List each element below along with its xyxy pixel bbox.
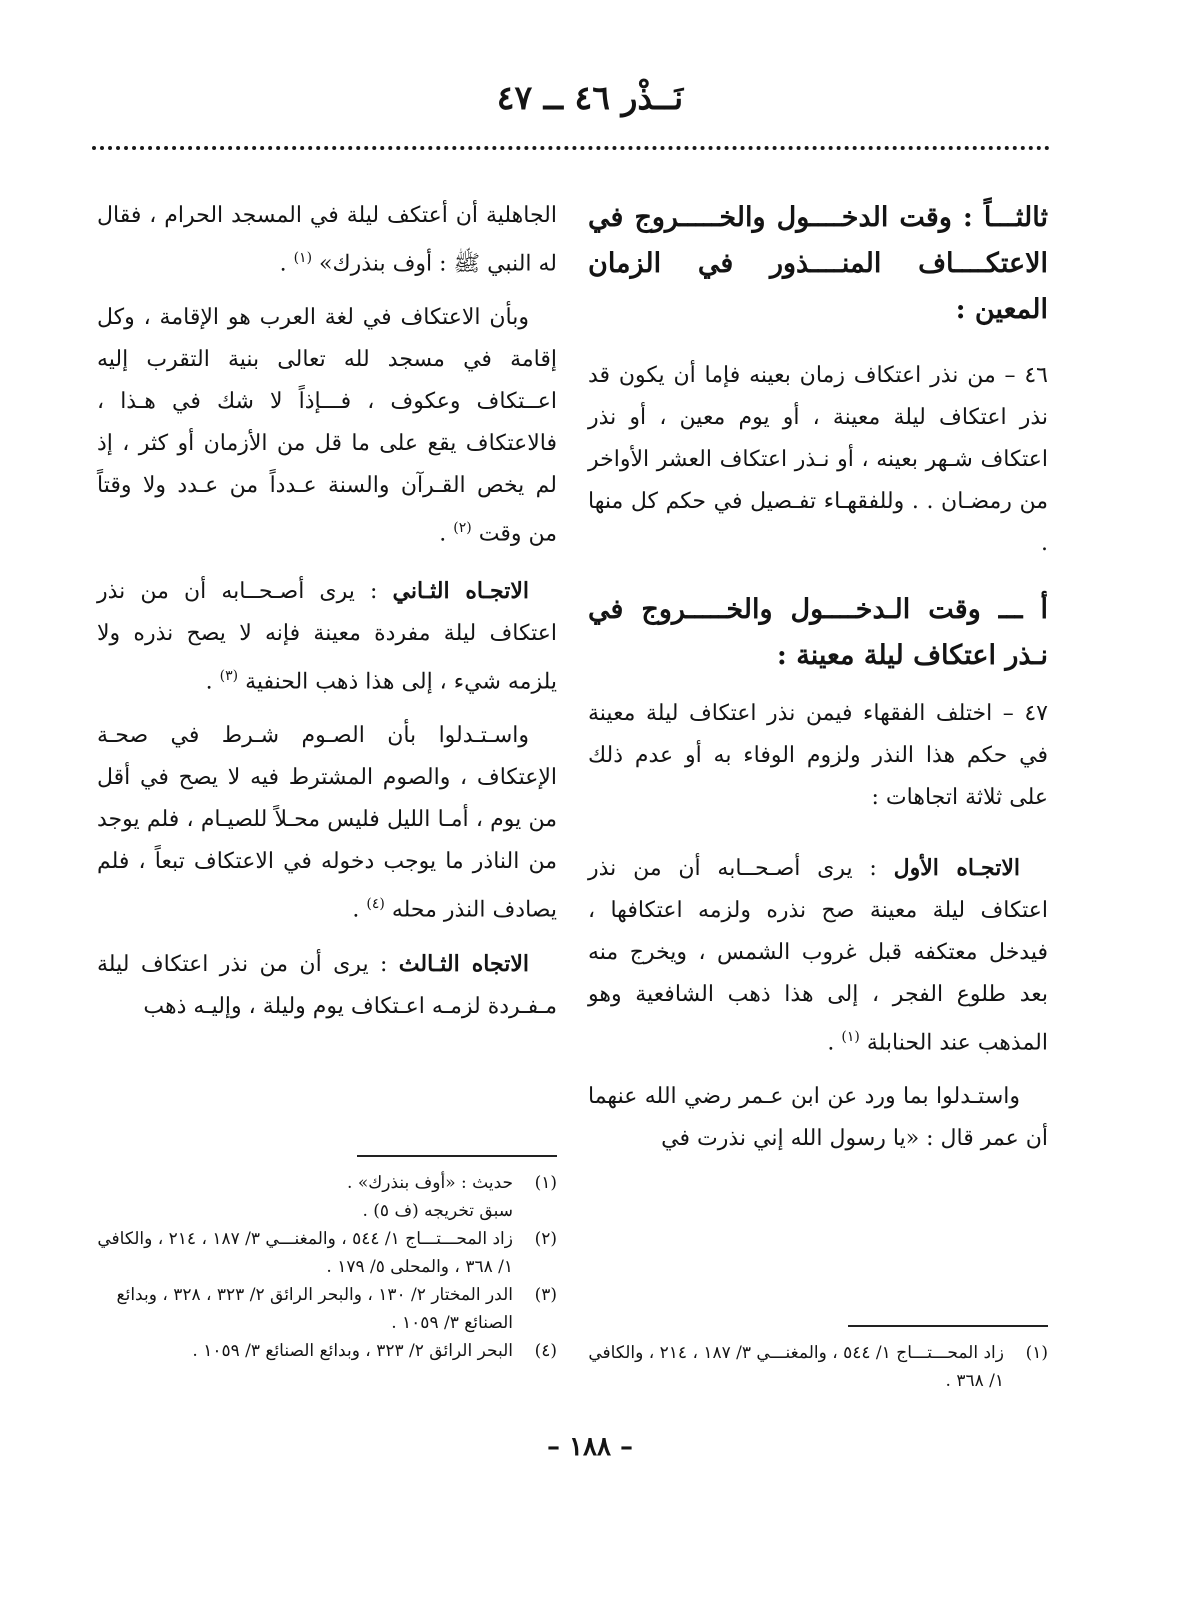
right-footnotes [588,1325,1048,1395]
footnote-rule [848,1325,1048,1327]
footnote-text: زاد المحـــتـــاج ١/ ٥٤٤ ، والمغنـــي ٣/ ١٨٧ ، ٢١٤ ، والكافي ١/ ٣٦٨ . [588,1343,1004,1391]
footnote-text: حديث : «أوف بنذرك» . [347,1173,513,1193]
section-heading-third: ثالثـــاً : وقت الدخــــول والخـــــروج في الاعتكــــاف المنــــذور في الزمان المعين : [588,202,1048,325]
page-number: – ١٨٨ – [546,1432,634,1462]
footnote-text: زاد المحـــتـــاج ١/ ٥٤٤ ، والمغنـــي ٣/ ١٨٧ ، ٢١٤ ، والكافي ١/ ٣٦٨ ، والمحلى ٥/ ١٧٩ . [97,1229,513,1277]
footnote-text: البحر الرائق ٢/ ٣٢٣ ، وبدائع الصنائع ٣/ ١٠٥٩ . [192,1341,513,1361]
footnote-item [588,1339,1048,1395]
trend-first-paragraph [588,847,1048,1064]
hadith-continuation-text: الجاهلية أن أعتكف ليلة في المسجد الحرام ، فقال له النبي ﷺ : أوف بنذرك» [97,203,557,277]
paragraph-46: ٤٦ – من نذر اعتكاف زمان بعينه فإما أن يكون قد نذر اعتكاف ليلة معينة ، أو يوم معين ، أو نذر اعتكاف شـهر بعينه ، أو نـذر اعتكاف العشر الأواخر من رمضـان . . وللفقهـاء تفـصيل في حكم كل منها . [588,363,1048,556]
trend-second-text: : يرى أصـحــابه أن من نذر اعتكاف ليلة مفردة معينة فإنه لا يصح نذره ولا يلزمه شيء ، إلى هذا ذهب الحنفية [97,578,557,694]
footnote-number: (٣) [534,1285,557,1305]
footnote-item [97,1225,557,1281]
footnote-ref: (١) [841,1029,860,1045]
footnote-number: (١) [534,1173,557,1193]
trend-first-text: : يرى أصـحــابه أن من نذر اعتكاف ليلة معينة صح نذره ولزمه اعتكافها ، فيدخل معتكفه قبل غروب الشمس ، ويخرج منه بعد طلوع الفجر ، إلى هذا ذهب الشافعية وهو المذهب عند الحنابلة [588,856,1048,1056]
itikaf-language-end: . [439,521,454,547]
footnote-number: (٢) [534,1229,557,1249]
trend-third-paragraph [97,943,557,1028]
fasting-evidence-end: . [352,897,367,923]
fasting-evidence-paragraph [97,715,557,931]
footnote-ref: (٤) [366,895,385,912]
trend-first-end: . [827,1030,842,1056]
footnote-item [97,1169,557,1197]
left-footnotes [97,1155,557,1365]
footnote-ref: (٢) [453,520,472,537]
trend-first-label: الاتجـاه الأول [893,855,1020,881]
evidence-paragraph: واستـدلوا بما ورد عن ابن عـمر رضي الله عنهما أن عمر قال : «يا رسول الله إني نذرت في [588,1084,1048,1152]
page-header: نَــذْر ٤٦ ــ ٤٧ [496,78,684,117]
right-column [588,195,1048,1160]
subsection-heading-a: أ ـــ وقت الـدخــــول والخـــــروج في نـذر اعتكاف ليلة معينة : [588,594,1048,671]
footnote-ref: (٣) [219,667,239,684]
footnote-item [97,1337,557,1365]
trend-second-label: الاتجـاه الثـاني [392,577,529,604]
paragraph-47: ٤٧ – اختلف الفقهاء فيمن نذر اعتكاف ليلة معينة في حكم هذا النذر ولزوم الوفاء به أو عدم ذلك على ثلاثة اتجاهات : [588,701,1048,810]
itikaf-language-text: وبأن الاعتكاف في لغة العرب هو الإقامة ، وكل إقامة في مسجد لله تعالى بنية التقرب إليه اعــتكاف وعكوف ، فـــإذاً لا شك في هـذا ، فالاعتكاف يقع على ما قل من الأزمان أو كثر ، إذ لم يخص القـرآن والسنة عـدداً من عـدد ولا وقتاً من وقت [97,305,557,547]
hadith-continuation-end: . [279,251,294,277]
footnote-item [97,1281,557,1337]
fasting-evidence-text: واسـتـدلوا بأن الصـوم شـرط في صحـة الإعتكاف ، والصوم المشترط فيه لا يصح في أقل من يوم ، أمـا الليل فليس محـلاً للصيـام ، فلم يوجد من الناذر ما يوجب دخوله في الاعتكاف تبعاً ، فلم يصادف النذر محله [97,722,557,923]
hadith-continuation [97,195,557,285]
trend-second-end: . [205,668,220,694]
footnote-number: (٤) [534,1341,557,1361]
footnote-text: الدر المختار ٢/ ١٣٠ ، والبحر الرائق ٢/ ٣٢٣ ، ٣٢٨ ، وبدائع الصنائع ٣/ ١٠٥٩ . [116,1285,513,1333]
header-dotted-divider [92,146,1050,150]
trend-third-text: : يرى أن من نذر اعتكاف ليلة مـفـردة لزمـه اعـتكاف يوم وليلة ، وإليـه ذهب [97,952,557,1020]
trend-second-paragraph [97,570,557,703]
trend-third-label: الاتجاه الثـالث [398,951,529,978]
footnote-continuation: سبق تخريجه (ف ٥) . [362,1201,513,1221]
footnote-ref: (١) [293,250,313,266]
footnote-number: (١) [1025,1343,1048,1363]
itikaf-language-paragraph [97,297,557,555]
footnote-rule [357,1155,557,1157]
left-column [97,195,557,1028]
